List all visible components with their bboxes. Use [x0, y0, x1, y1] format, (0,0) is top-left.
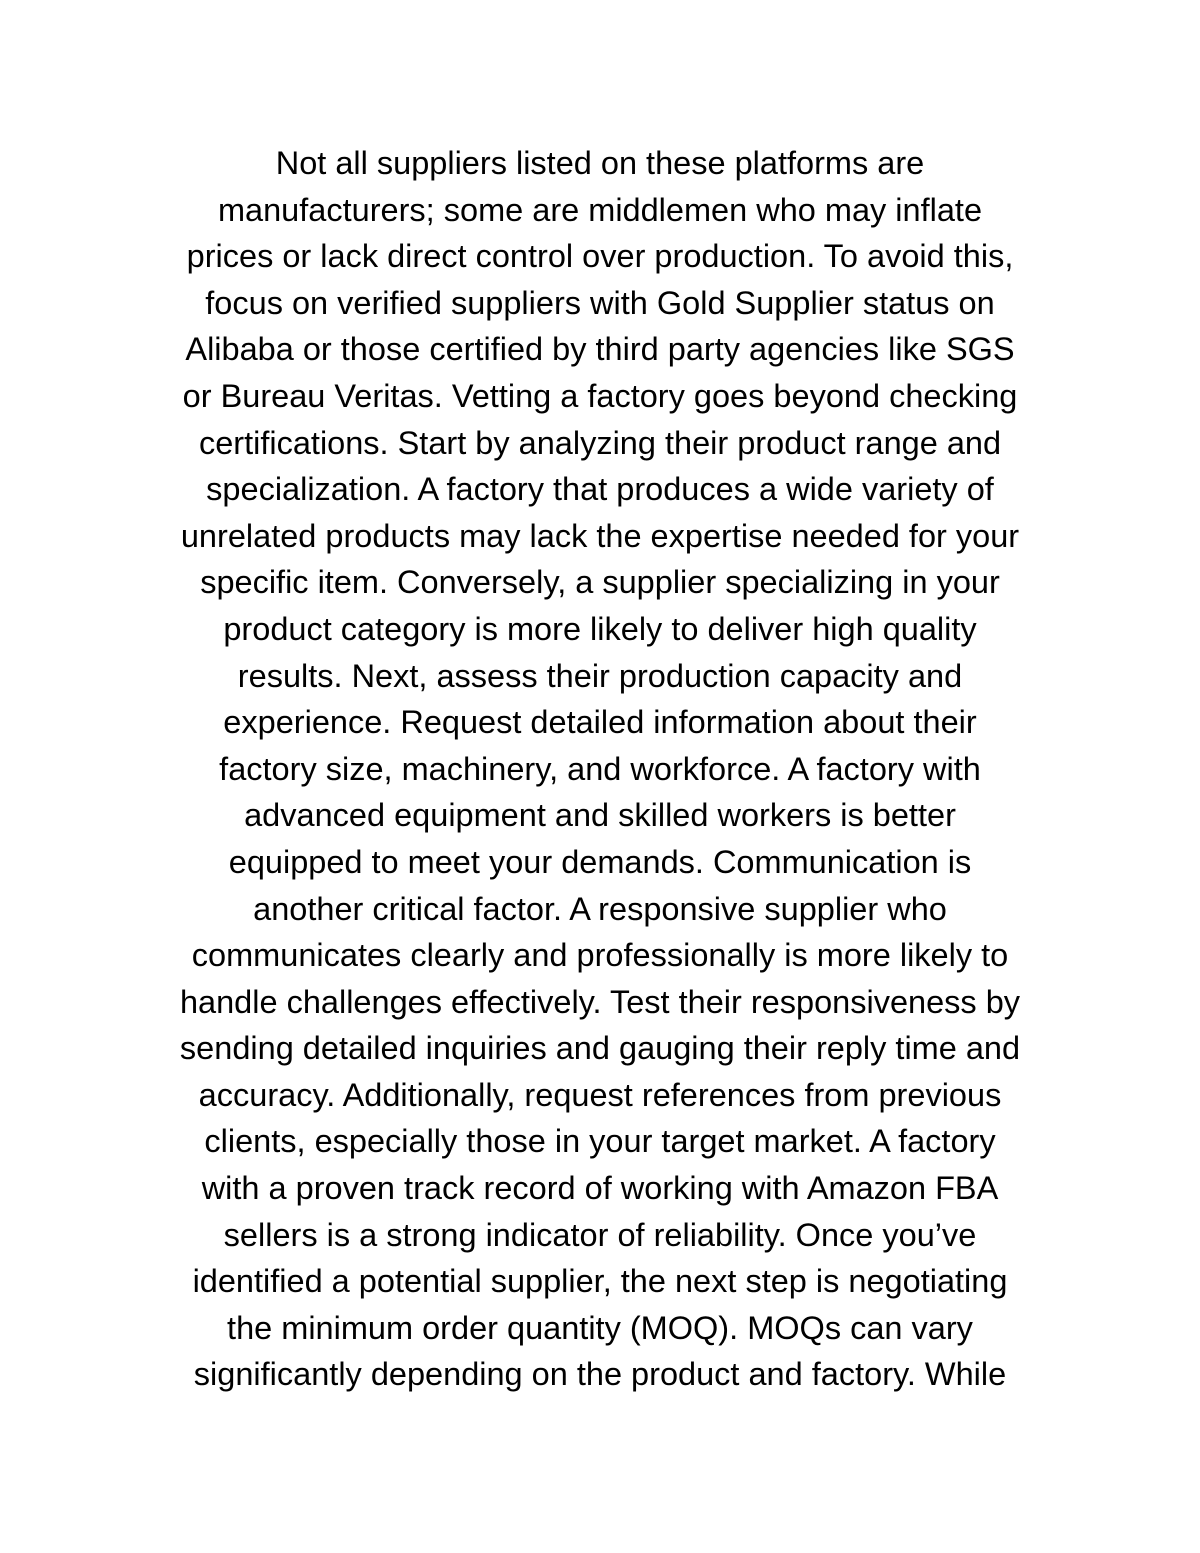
paragraph-line: identified a potential supplier, the next step is negotiating: [192, 1263, 1008, 1300]
paragraph-line: unrelated products may lack the expertise needed for your: [180, 517, 1020, 554]
paragraph-line: advanced equipment and skilled workers is better: [244, 797, 956, 834]
paragraph-line: certifications. Start by analyzing their product range and: [198, 424, 1002, 461]
paragraph-line: handle challenges effectively. Test their responsiveness by: [179, 983, 1021, 1020]
paragraph-line: prices or lack direct control over production. To avoid this,: [186, 238, 1014, 275]
paragraph-line: Alibaba or those certified by third party agencies like SGS: [185, 331, 1015, 368]
paragraph-line: specific item. Conversely, a supplier specializing in your: [200, 564, 1000, 601]
paragraph-line: product category is more likely to deliver high quality: [223, 610, 977, 647]
paragraph-line: equipped to meet your demands. Communication is: [228, 843, 972, 880]
paragraph-line: with a proven track record of working with Amazon FBA: [201, 1170, 999, 1207]
paragraph-line: manufacturers; some are middlemen who may inflate: [217, 191, 983, 228]
paragraph-line: sending detailed inquiries and gauging their reply time and: [179, 1030, 1021, 1067]
paragraph-line: significantly depending on the product and factory. While: [193, 1356, 1007, 1393]
paragraph-line: Not all suppliers listed on these platforms are: [275, 145, 925, 181]
paragraph-line: accuracy. Additionally, request references from previous: [198, 1076, 1002, 1113]
paragraph-line: the minimum order quantity (MOQ). MOQs can vary: [227, 1309, 973, 1346]
paragraph-line: another critical factor. A responsive supplier who: [253, 890, 947, 927]
paragraph-line: experience. Request detailed information about their: [223, 704, 977, 741]
paragraph-line: focus on verified suppliers with Gold Supplier status on: [205, 284, 995, 321]
paragraph-line: clients, especially those in your target market. A factory: [204, 1123, 996, 1160]
paragraph-line: specialization. A factory that produces a wide variety of: [206, 471, 994, 508]
paragraph-line: factory size, machinery, and workforce. A factory with: [219, 750, 981, 787]
paragraph-line: results. Next, assess their production capacity and: [237, 657, 963, 694]
paragraph-line: sellers is a strong indicator of reliability. Once you’ve: [223, 1216, 977, 1253]
body-paragraph: [130, 140, 1070, 1398]
paragraph-line: communicates clearly and professionally is more likely to: [191, 937, 1009, 974]
paragraph-line: or Bureau Veritas. Vetting a factory goes beyond checking: [182, 377, 1018, 414]
